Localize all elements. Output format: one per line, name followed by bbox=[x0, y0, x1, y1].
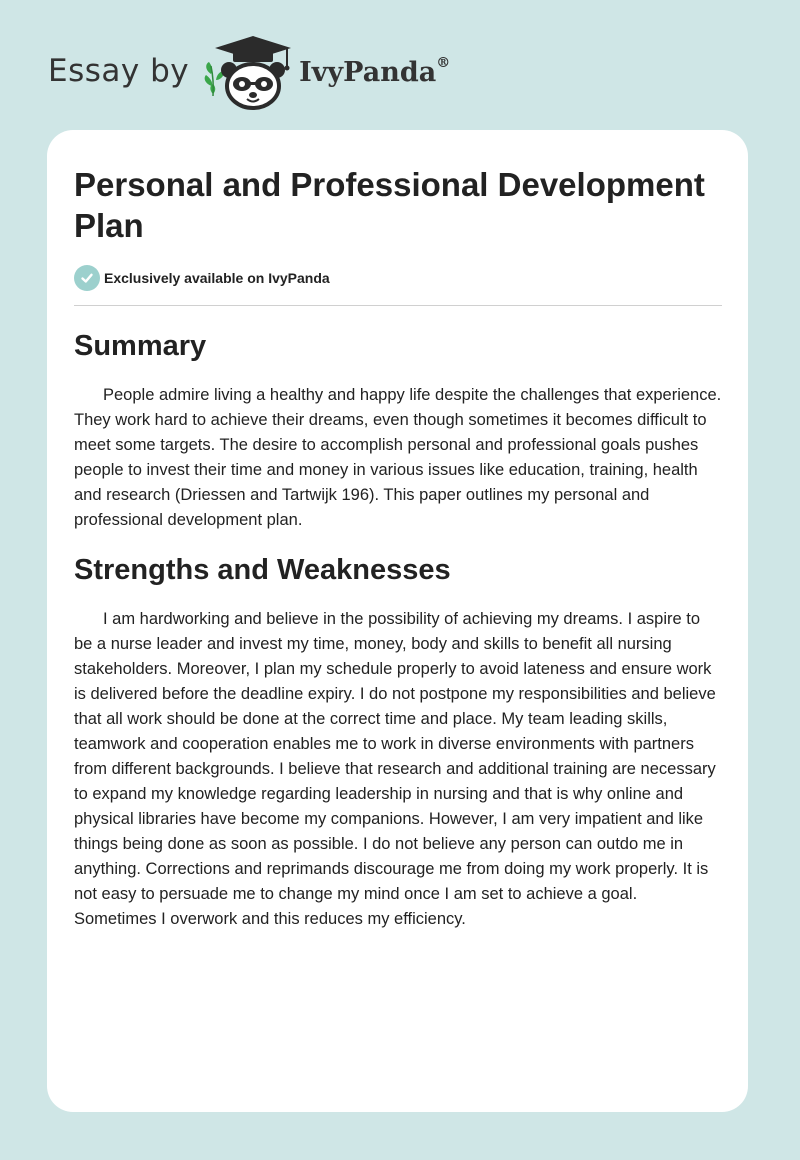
essay-by-label: Essay by bbox=[48, 53, 190, 89]
section-paragraph-summary: People admire living a healthy and happy life despite the challenges that experience. They work hard to achieve their dreams, even though sometimes it becomes difficult to meet some targets. The desire to accomplish personal and professional goals pushes people to invest their time and money in various issues like education, training, health and research (Driessen and Tartwijk 196). This paper outlines my personal and professional development plan. bbox=[74, 386, 722, 529]
page-title: Personal and Professional Development Plan bbox=[74, 166, 705, 244]
exclusive-label: Exclusively available on IvyPanda bbox=[104, 270, 330, 286]
section-paragraph-strengths-weaknesses: I am hardworking and believe in the possibility of achieving my dreams. I aspire to be a nurse leader and invest my time, money, body and skills to benefit all nursing stakeholders. Moreover, I plan my schedule properly to avoid lateness and ensure work is delivered before the deadline expiry. I do not postpone my responsibilities and believe that all work should be done at the correct time and place. My team leading skills, teamwork and cooperation enables me to work in diverse environments with partners from different backgrounds. I believe that research and additional training are necessary to expand my knowledge regarding leadership in nursing and that is why online and physical libraries have become my companions. However, I am very impatient and like things being done as soon as possible. I do not believe any person can outdo me in anything. Corrections and reprimands discourage me from doing my work properly. It is not easy to persuade me to change my mind once I am set to achieve a goal. Sometimes I overwork and this reduces my efficiency. bbox=[74, 610, 716, 928]
registered-mark: ® bbox=[436, 54, 451, 71]
section-heading-strengths-weaknesses: Strengths and Weaknesses bbox=[74, 554, 451, 586]
essay-card bbox=[47, 130, 748, 1112]
check-badge-icon bbox=[74, 265, 100, 291]
section-heading-summary: Summary bbox=[74, 330, 207, 362]
divider bbox=[74, 305, 722, 306]
panda-logo-icon[interactable] bbox=[203, 36, 295, 112]
brand-name[interactable]: IvyPanda® bbox=[299, 54, 451, 88]
exclusive-badge bbox=[74, 264, 722, 292]
site-header bbox=[48, 36, 450, 112]
